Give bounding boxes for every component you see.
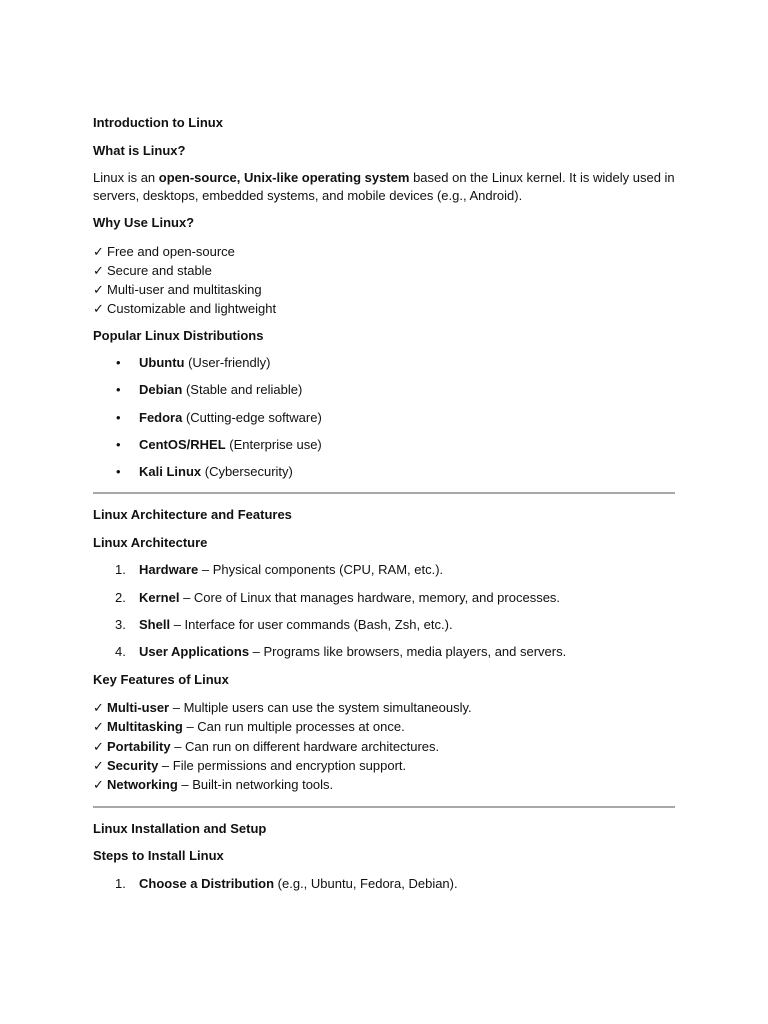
distro-desc: (User-friendly) [184,355,271,371]
item-name: Shell [139,616,171,632]
feature-desc: – Multiple users can use the system simultaneously. [169,700,472,716]
distro-name: Ubuntu [139,355,185,371]
distro-name: Fedora [139,409,183,425]
heading-key-features: Key Features of Linux [93,671,229,687]
paragraph-text: based on the Linux kernel. It is widely used in servers, desktops, embedded systems, and mobile devices (e.g., Android). [93,170,675,203]
list-item [93,436,675,454]
check-icon: ✓ [93,738,104,754]
feature-name: Portability [107,738,171,754]
heading-why-use-linux: Why Use Linux? [93,215,195,230]
list-number: 3. [115,616,126,632]
item-name: Hardware [139,562,199,578]
list-number: 1. [115,562,126,578]
feature-desc: – Can run on different hardware architectures. [170,738,440,754]
list-item [93,643,675,661]
distro-desc: (Enterprise use) [225,437,322,453]
paragraph-bold-text: open-source, Unix-like operating system [158,170,410,185]
bullet-icon: • [116,355,121,371]
item-name: Kernel [139,589,180,605]
check-icon: ✓ [93,301,104,317]
feature-desc: – Built-in networking tools. [177,777,334,793]
feature-name: Multi-user [107,700,170,716]
install-steps-list [93,875,675,893]
why-list [93,242,675,319]
item-name: User Applications [139,644,250,660]
check-item [93,737,675,756]
check-item-text: Free and open-source [107,243,235,259]
check-icon: ✓ [93,777,104,793]
check-item [93,717,675,736]
distro-name: Kali Linux [139,464,202,480]
list-item [93,354,675,372]
check-item-text: Secure and stable [107,262,212,278]
check-item-text: Customizable and lightweight [107,301,277,317]
list-number: 1. [115,875,126,891]
check-item [93,698,675,717]
list-item [93,381,675,399]
list-number: 4. [115,644,126,660]
heading-popular-distributions: Popular Linux Distributions [93,327,264,343]
horizontal-rule [93,492,675,494]
check-icon: ✓ [93,262,104,278]
distro-name: Debian [139,382,183,398]
architecture-list [93,561,675,661]
list-number: 2. [115,589,126,605]
check-item-text: Multi-user and multitasking [107,282,262,298]
item-desc: – Programs like browsers, media players, and servers. [249,644,567,660]
list-item [93,463,675,481]
distro-name: CentOS/RHEL [139,437,226,453]
bullet-icon: • [116,437,121,453]
section-title-installation: Linux Installation and Setup [93,820,267,836]
feature-name: Multitasking [107,719,183,735]
document-content [93,114,675,902]
check-item [93,242,675,261]
list-item [93,409,675,427]
feature-desc: – File permissions and encryption support. [158,757,407,773]
heading-what-is-linux: What is Linux? [93,142,186,158]
bullet-icon: • [116,409,121,425]
check-item [93,261,675,280]
check-icon: ✓ [93,282,104,298]
check-icon: ✓ [93,700,104,716]
section-title-introduction: Introduction to Linux [93,115,223,130]
check-item [93,280,675,299]
bullet-icon: • [116,464,121,480]
check-item [93,775,675,794]
bullet-icon: • [116,382,121,398]
feature-name: Security [107,757,159,773]
list-item [93,561,675,579]
item-desc: – Physical components (CPU, RAM, etc.). [198,562,444,578]
distro-desc: (Stable and reliable) [182,382,303,398]
heading-steps-to-install: Steps to Install Linux [93,848,224,864]
item-desc: – Core of Linux that manages hardware, memory, and processes. [179,589,561,605]
horizontal-rule [93,806,675,808]
check-icon: ✓ [93,757,104,773]
paragraph-what-is-linux [93,169,675,205]
check-icon: ✓ [93,719,104,735]
list-item [93,589,675,607]
list-item [93,616,675,634]
distro-desc: (Cybersecurity) [201,464,293,480]
paragraph-text: Linux is an [93,170,159,185]
check-icon: ✓ [93,243,104,259]
check-item [93,299,675,318]
distributions-list [93,354,675,481]
heading-linux-architecture: Linux Architecture [93,534,208,550]
features-list [93,698,675,794]
section-title-architecture: Linux Architecture and Features [93,507,292,523]
list-item [93,875,675,893]
feature-name: Networking [107,777,178,793]
item-desc: – Interface for user commands (Bash, Zsh, etc.). [170,616,453,632]
step-name: Choose a Distribution [139,875,275,891]
step-desc: (e.g., Ubuntu, Fedora, Debian). [274,875,458,891]
distro-desc: (Cutting-edge software) [182,409,322,425]
check-item [93,756,675,775]
feature-desc: – Can run multiple processes at once. [182,719,405,735]
